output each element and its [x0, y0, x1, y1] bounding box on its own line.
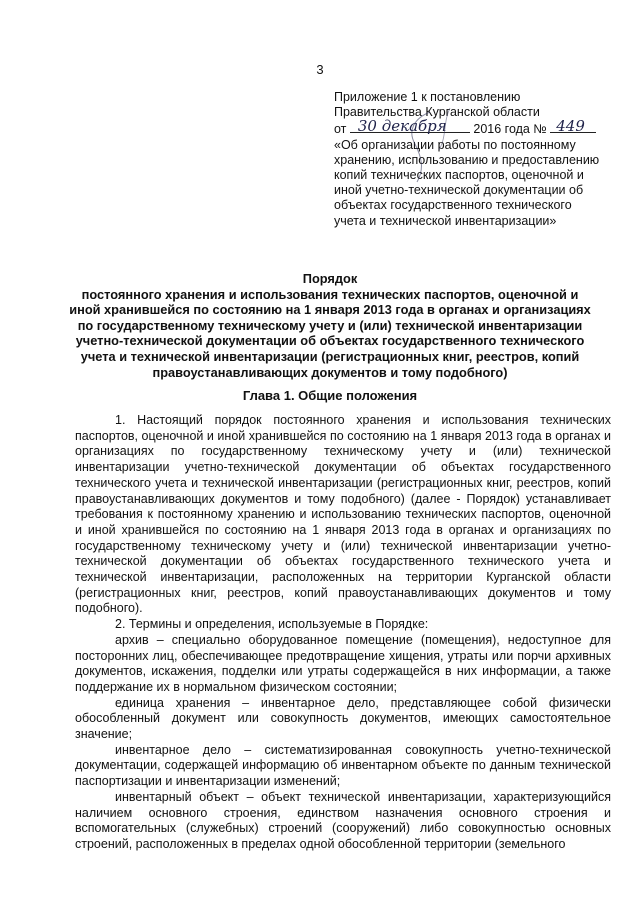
- appendix-subject-4: иной учетно-технической документации об: [334, 183, 584, 198]
- chapter-title: Глава 1. Общие положения: [242, 388, 418, 403]
- title-line-6: правоустанавливающих документов и тому подобного): [152, 364, 508, 380]
- document-title: [60, 271, 600, 380]
- page-number: 3: [316, 62, 324, 77]
- appendix-date-line: [334, 117, 630, 137]
- definition-storage-unit: единица хранения – инвентарное дело, представляющее собой физически обособленный документ или совокупность документов, имеющих самостоятельное значение;: [75, 695, 611, 742]
- definition-inventory-object: инвентарный объект – объект технической инвентаризации, характеризующийся наличием основного строения, единством назначения основного строения и вспомогательных (служебных) строений (сооружений) либо совокупностью основных строений, расположенных в пределах одной обособленной территории (земельного: [75, 789, 611, 851]
- title-line-3: по государственному техническому учету и (или) технической инвентаризации: [77, 317, 583, 333]
- appendix-block: [334, 90, 630, 229]
- handwritten-date: 30 декабря: [357, 117, 447, 136]
- definition-archive: архив – специально оборудованное помещение (помещения), недоступное для посторонних лиц, обеспечивающее предотвращение хищения, утраты или порчи архивных документов, искажения, подделки или утраты содержащейся в них информации, а также поддержание их в нормальном физическом состоянии;: [75, 632, 611, 694]
- appendix-subject-5: объектах государственного технического: [334, 198, 572, 213]
- title-heading: Порядок: [302, 271, 358, 286]
- date-signature-line: [350, 117, 470, 136]
- title-line-2: иной хранившейся по состоянию на 1 января 2013 года в органах и организациях: [69, 302, 591, 318]
- appendix-year-label: 2016 года №: [473, 122, 547, 137]
- title-line-1: постоянного хранения и использования технических паспортов, оценочной и: [81, 286, 579, 302]
- title-line-4: учетно-технической документации об объектах государственного технического: [75, 333, 585, 349]
- body-text: [75, 413, 611, 853]
- paragraph-1: 1. Настоящий порядок постоянного хранения и использования технических паспортов, оценочной и иной хранившейся по состоянию на 1 января 2013 года в органах и организациях по государственному техническому учету и (или) технической инвентаризации учетно-технической документации об объектах государственного технического учета и технической инвентаризации (регистрационных книг, реестров, копий правоустанавливающих документов и тому подобного) (далее - Порядок) устанавливает требования к постоянному хранению и использованию технических паспортов, оценочной и иной хранившейся по состоянию на 1 января 2013 года в органах и организациях по государственному техническому учету и (или) технической инвентаризации учетно-технической документации об объектах государственного технического учета и технической инвентаризации, расположенных на территории Курганской области (регистрационных книг, реестров, копий правоустанавливающих документов и тому подобного).: [75, 413, 611, 616]
- title-line-5: учета и технической инвентаризации (регистрационных книг, реестров, копий: [80, 348, 580, 364]
- appendix-line-1: Приложение 1 к постановлению: [334, 90, 521, 104]
- appendix-subject-2: хранению, использованию и предоставлению: [334, 152, 600, 167]
- appendix-subject-3: копий технических паспортов, оценочной и: [334, 168, 584, 183]
- appendix-from-label: от: [334, 122, 347, 137]
- handwritten-number: 449: [556, 117, 585, 136]
- paragraph-2: 2. Термины и определения, используемые в Порядке:: [115, 617, 429, 632]
- appendix-subject-6: учета и технической инвентаризации»: [334, 213, 557, 228]
- appendix-subject-1: «Об организации работы по постоянному: [334, 137, 576, 152]
- appendix-line-2: Правительства Курганской области: [334, 105, 540, 120]
- number-signature-line: [550, 117, 596, 136]
- definition-inventory-case: инвентарное дело – систематизированная совокупность учетно-технической документации, содержащей информацию об инвентарном объекте по данным технической паспортизации и инвентаризации изменений;: [75, 742, 611, 789]
